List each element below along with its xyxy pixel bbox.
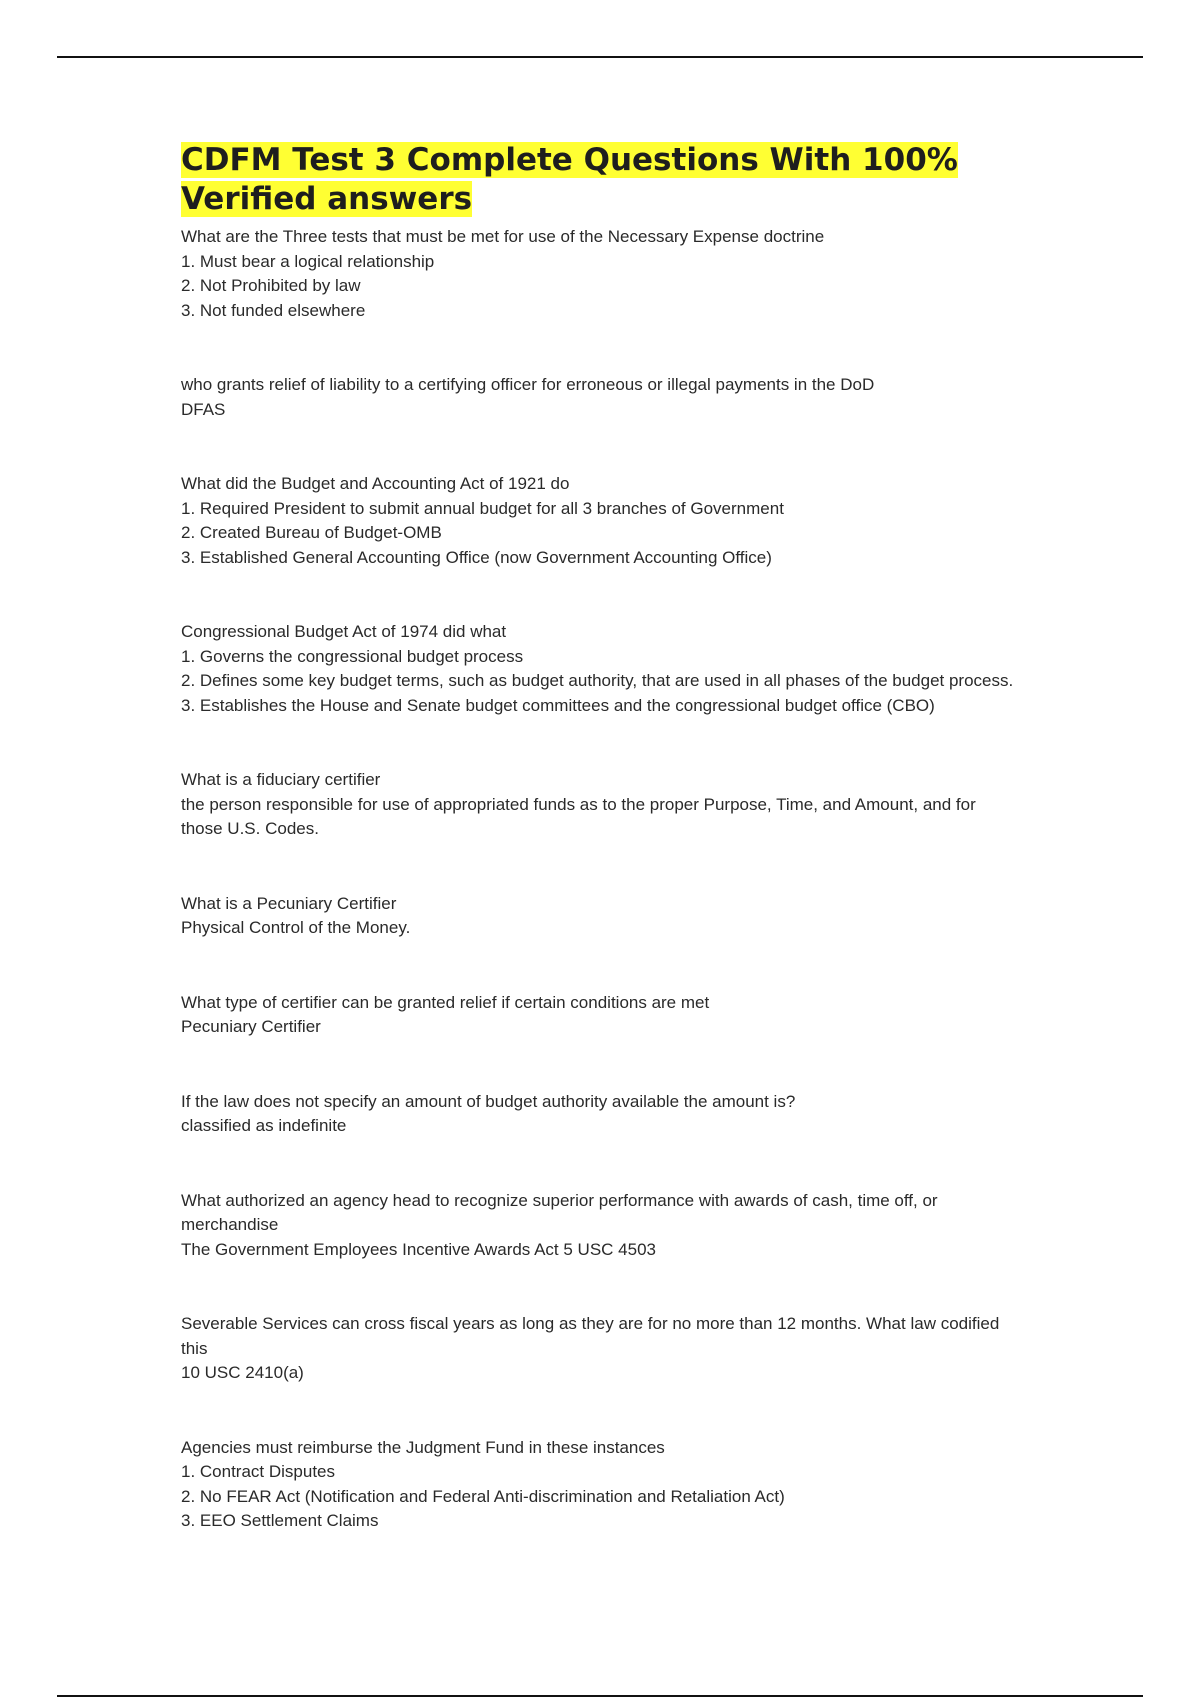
question: who grants relief of liability to a certifying officer for erroneous or illegal payments in the DoD xyxy=(181,375,875,394)
answer-line: Physical Control of the Money. xyxy=(181,918,411,937)
answer-line: 2. Not Prohibited by law xyxy=(181,276,361,295)
answer-line: 3. EEO Settlement Claims xyxy=(181,1511,379,1530)
question: Agencies must reimburse the Judgment Fund in these instances xyxy=(181,1437,665,1457)
qa-item xyxy=(181,1189,1021,1263)
answer-line: 2. Defines some key budget terms, such as budget authority, that are used in all phases of the budget process. xyxy=(181,671,1014,690)
answer xyxy=(181,497,1021,571)
answer-line: classified as indefinite xyxy=(181,1116,347,1135)
answer xyxy=(181,1015,1021,1040)
answer xyxy=(181,645,1021,719)
qa-item xyxy=(181,1436,1021,1534)
footer-rule xyxy=(57,1695,1143,1697)
question: What is a fiduciary certifier xyxy=(181,770,381,789)
answer-line: 2. Created Bureau of Budget-OMB xyxy=(181,523,442,542)
answer-line: 3. Established General Accounting Office (now Government Accounting Office) xyxy=(181,547,772,567)
qa-item xyxy=(181,225,1021,323)
qa-item xyxy=(181,892,1021,941)
answer xyxy=(181,793,1021,842)
question: What are the Three tests that must be met for use of the Necessary Expense doctrine xyxy=(181,227,825,246)
answer-line: 1. Required President to submit annual budget for all 3 branches of Government xyxy=(181,498,784,518)
answer-line: The Government Employees Incentive Awards Act 5 USC 4503 xyxy=(181,1239,656,1259)
answer xyxy=(181,250,1021,324)
answer-line: 1. Governs the congressional budget process xyxy=(181,646,524,666)
question: Severable Services can cross fiscal years as long as they are for no more than 12 months. What law codified this xyxy=(181,1314,1000,1358)
answer-line: the person responsible for use of appropriated funds as to the proper Purpose, Time, and Amount, and for those U.S. Codes. xyxy=(181,794,976,838)
question: If the law does not specify an amount of budget authority available the amount is? xyxy=(181,1091,796,1111)
qa-item xyxy=(181,1312,1021,1386)
question: What is a Pecuniary Certifier xyxy=(181,893,397,913)
answer xyxy=(181,398,1021,423)
answer xyxy=(181,1114,1021,1139)
document-body xyxy=(181,141,1021,1584)
question: What did the Budget and Accounting Act of 1921 do xyxy=(181,474,570,493)
qa-item xyxy=(181,620,1021,718)
answer-line: 3. Establishes the House and Senate budget committees and the congressional budget office (CBO) xyxy=(181,695,935,715)
answer-line: DFAS xyxy=(181,399,226,419)
qa-item xyxy=(181,768,1021,842)
question: What authorized an agency head to recognize superior performance with awards of cash, time off, or merchandise xyxy=(181,1190,938,1234)
answer xyxy=(181,1460,1021,1534)
qa-item xyxy=(181,1090,1021,1139)
answer-line: 1. Contract Disputes xyxy=(181,1462,336,1481)
answer xyxy=(181,916,1021,941)
document-title-highlight: CDFM Test 3 Complete Questions With 100% Verified answers xyxy=(181,142,958,217)
question: Congressional Budget Act of 1974 did what xyxy=(181,622,507,641)
qa-item xyxy=(181,991,1021,1040)
answer-line: 1. Must bear a logical relationship xyxy=(181,251,435,271)
qa-item xyxy=(181,373,1021,422)
question: What type of certifier can be granted relief if certain conditions are met xyxy=(181,992,710,1012)
answer xyxy=(181,1361,1021,1386)
answer xyxy=(181,1238,1021,1263)
answer-line: 3. Not funded elsewhere xyxy=(181,300,366,320)
answer-line: 2. No FEAR Act (Notification and Federal Anti-discrimination and Retaliation Act) xyxy=(181,1486,785,1506)
answer-line: 10 USC 2410(a) xyxy=(181,1363,304,1382)
qa-item xyxy=(181,472,1021,570)
document-title xyxy=(181,141,1021,219)
header-rule xyxy=(57,56,1143,58)
answer-line: Pecuniary Certifier xyxy=(181,1017,321,1036)
